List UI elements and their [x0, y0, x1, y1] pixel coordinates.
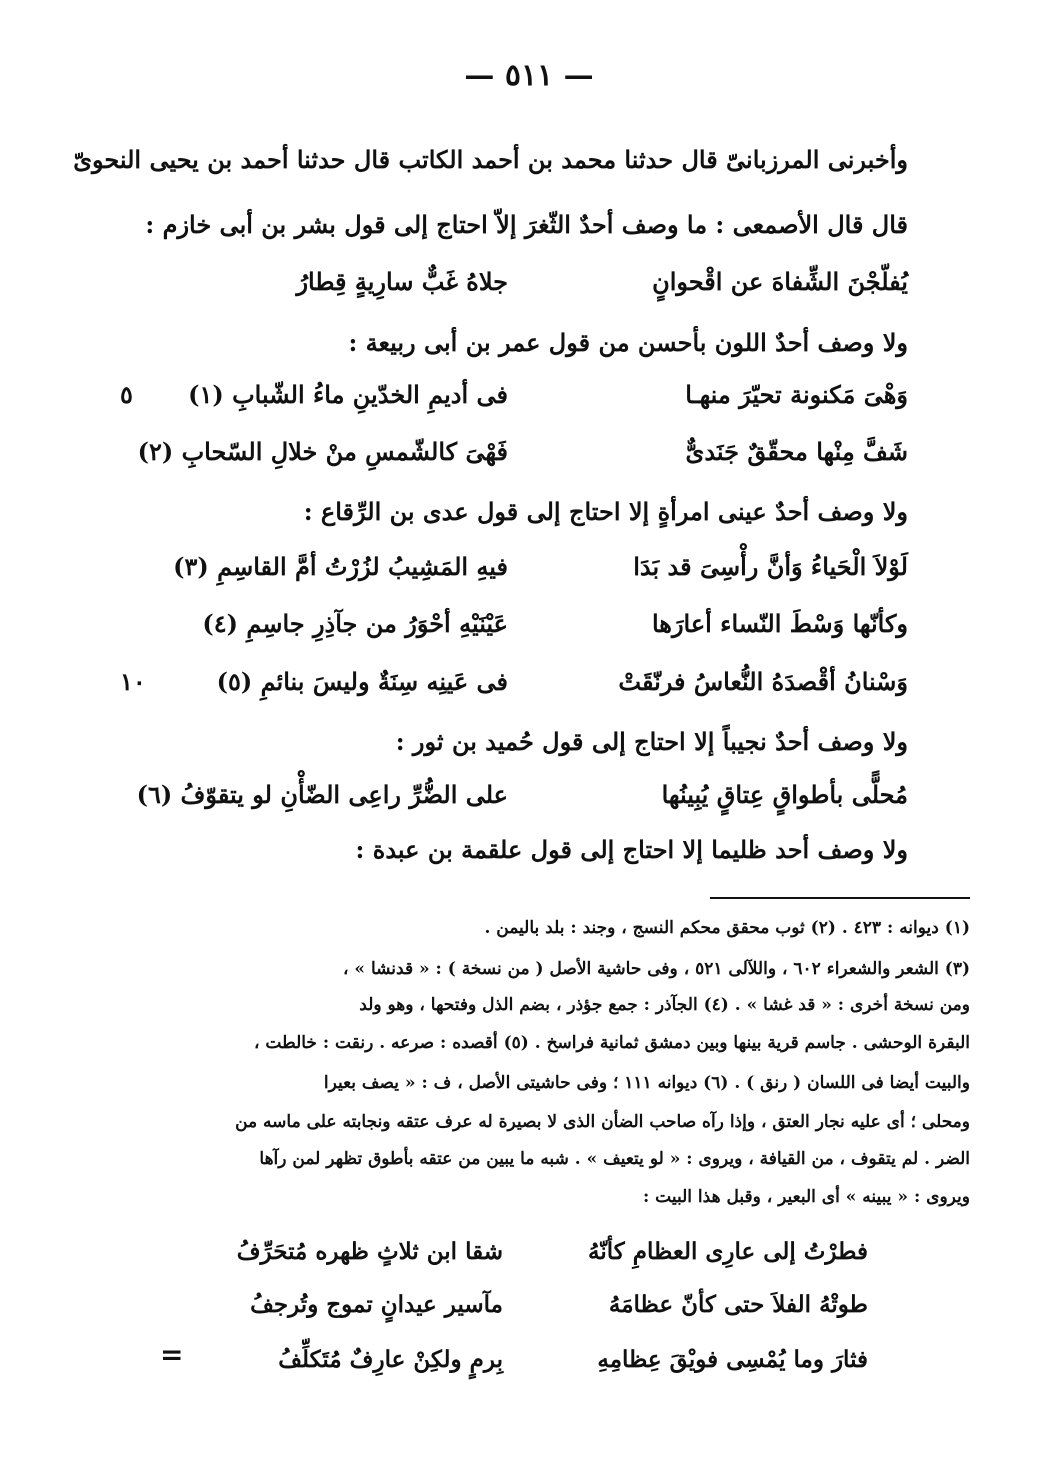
footnote-line: (١) ديوانه : ٤٢٣ . (٢) ثوب محقق محكم النسج ، وجند : بلد باليمن . [484, 918, 970, 938]
verse-hemistich-first: لَوْلاَ الْحَياءُ وَأنَّ رأْسِىَ قد بَدَا [633, 552, 908, 581]
verse-line [136, 773, 908, 817]
footnote-line: والبيت أيضا فى اللسان ( رنق ) . (٦) ديوانه ١١١ ؛ وفى حاشيتى الأصل ، ف : « يصف بعيرا [323, 1073, 970, 1093]
verse-hemistich-first: فثارَ وما يُمْسِى فويْقَ عِظامِهِ [597, 1346, 868, 1373]
verse-line [168, 373, 908, 417]
footnote-verse-line [188, 1230, 868, 1274]
verse-hemistich-first: وَسْنانُ أقْصدَهُ النُّعاسُ فرنّقَتْ [618, 667, 908, 696]
verse-line [168, 260, 908, 304]
footnote-line: الضر . لم يتقوف ، من القيافة ، ويروى : « لو يتعيف » . شبه ما يبين من عتقه بأطوق تظهر لمن رآها [259, 1149, 970, 1169]
verse-hemistich-first: فطرْتُ إلى عارِى العظامِ كأنّهُ [588, 1238, 868, 1265]
intro-line: ولا وصف أحدٌ نجيباً إلا احتاج إلى قول حُميد بن ثور : [395, 727, 908, 756]
verse-hemistich-first: يُفلّجْنَ الشِّفاهَ عن اقْحوانٍ [652, 267, 908, 296]
verse-hemistich-first: وكأنّها وَسْطَ النّساء أعارَها [651, 609, 908, 638]
margin-line-number: ١٠ [120, 667, 146, 696]
footnote-separator [710, 897, 970, 899]
footnote-verse-line [188, 1283, 868, 1327]
footnote-line: ويروى : « يبينه » أى البعير ، وقبل هذا البيت : [642, 1187, 970, 1207]
intro-line: ولا وصف أحد ظليما إلا احتاج إلى قول علقمة بن عبدة : [355, 835, 908, 864]
intro-line: ولا وصف أحدٌ عينى امرأةٍ إلا احتاج إلى قول عدى بن الرِّقاع : [303, 497, 908, 526]
verse-hemistich-second: فى عَينِه سِنَةٌ وليسَ بنائمِ (٥) [216, 667, 508, 696]
margin-line-number: ٥ [120, 380, 133, 409]
verse-hemistich-second: عَيْنَيْهِ أحْوَرُ من جآذِرِ جاسِمِ (٤) [202, 609, 508, 638]
verse-line [168, 660, 908, 704]
footnote-line: البقرة الوحشى . جاسم قرية بينها وبين دمشق ثمانية فراسخ . (٥) أقصده : صرعه . رنقت : خالطت ، [254, 1033, 970, 1053]
intro-line: ولا وصف أحدٌ اللون بأحسن من قول عمر بن أبى ربيعة : [348, 328, 908, 357]
footnote-line: ومن نسخة أخرى : « قد غشا » . (٤) الجآذر : جمع جؤذر ، بضم الذل وفتحها ، وهو ولد [359, 995, 970, 1015]
verse-hemistich-second: فيهِ المَشِيبُ لزُرْتُ أمَّ القاسِمِ (٣) [173, 552, 508, 581]
footnote-line: ومحلى ؛ أى عليه نجار العتق ، وإذا رآه صاحب الضأن الذى لا بصيرة له عرف عتقه ونجابته على ماسه من [235, 1112, 970, 1132]
body-line: وأخبرنى المرزبانىّ قال حدثنا محمد بن أحمد الكاتب قال حدثنا أحمد بن يحيى النحوىّ [73, 145, 908, 174]
verse-hemistich-second: فى أديمِ الخدّينِ ماءُ الشّبابِ (١) [188, 380, 508, 409]
continuation-mark: = [160, 1338, 184, 1371]
verse-line [168, 602, 908, 646]
verse-line [168, 545, 908, 589]
verse-hemistich-first: مُحلًّى بأطواقٍ عِتاقٍ يُبِينُها [661, 780, 908, 809]
verse-hemistich-first: وَهْىَ مَكنونة تحيّرَ منهـا [685, 380, 908, 409]
footnote-line: (٣) الشعر والشعراء ٦٠٢ ، واللآلى ٥٢١ ، وفى حاشية الأصل ( من نسخة ) : « قدنشا » ، [343, 959, 970, 979]
verse-hemistich-second: جلاهُ غَبٌّ سارِيةٍ قِطارُ [296, 267, 508, 296]
verse-hemistich-second: على الضُّرِّ راعِى الضّأْنِ لو يتقوّفُ (٦) [136, 780, 508, 809]
verse-hemistich-second: بِرمٍ ولكِنْ عارِفٌ مُتَكلِّفُ [278, 1346, 503, 1373]
verse-hemistich-second: مآسير عيدانٍ تموج وتُرجفُ [250, 1291, 503, 1318]
body-line: قال قال الأصمعى : ما وصف أحدٌ الثّغرَ إلاّ احتاج إلى قول بشر بن أبى خازم : [145, 210, 908, 239]
footnote-verse-line [188, 1338, 868, 1382]
page-number: — ٥١١ — [464, 58, 594, 93]
verse-hemistich-second: شقا ابن ثلاثٍ ظهره مُتحَرِّفُ [236, 1238, 503, 1265]
verse-hemistich-first: طوتْهُ الفلاَ حتى كأنّ عظامَهُ [608, 1291, 868, 1318]
verse-hemistich-second: فَهْىَ كالشّمسِ منْ خلالِ السّحابِ (٢) [137, 437, 508, 466]
verse-hemistich-first: شَفَّ مِنْها محقّقٌ جَنَدىٌّ [685, 437, 908, 466]
verse-line [137, 430, 908, 474]
